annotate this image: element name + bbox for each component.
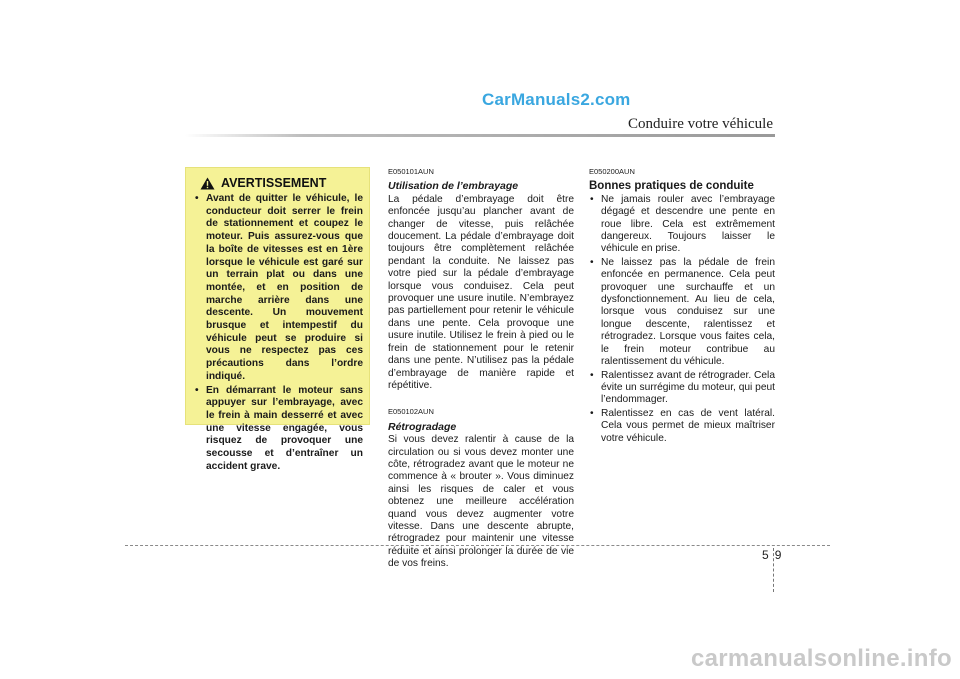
bullet: •	[590, 407, 594, 419]
section-code: E050200AUN	[589, 167, 635, 176]
warning-item-text: En démarrant le moteur sans appuyer sur l’embrayage, avec le frein à main desserré et avec une vitesse engagée, vous risquez de provoquer une secousse et d’entraîner un accident grave.	[206, 384, 363, 472]
page-number-separator	[773, 548, 774, 592]
list-item-text: Ne laissez pas la pédale de frein enfoncée en permanence. Cela peut provoquer une surchauffe et un dysfonctionnement. Au lieu de cela, lorsque vous conduisez sur une longue descente, ralentissez et rétrogradez. Lorsque vous faites cela, le frein moteur contribue au ralentissement du véhicule.	[601, 256, 775, 368]
warning-list	[192, 193, 363, 473]
warning-title: AVERTISSEMENT	[221, 176, 327, 190]
footer-watermark[interactable]: carmanualsonline.info	[690, 645, 952, 672]
bullet: •	[590, 256, 594, 268]
warning-triangle-icon	[200, 177, 215, 190]
list-item	[589, 408, 775, 445]
list-item-text: Ne jamais rouler avec l’embrayage dégagé et descendre une pente en roue libre. Cela est extrêmement dangereux. Toujours laisser le véhicule en prise.	[601, 193, 775, 255]
bullet: •	[195, 384, 199, 396]
bullet: •	[195, 193, 199, 204]
section-code: E050101AUN	[388, 167, 434, 176]
column-good-practices	[589, 166, 775, 446]
section-title: Conduire votre véhicule	[628, 116, 773, 132]
page-index: 9	[774, 548, 782, 562]
clutch-text: La pédale d’embrayage doit être enfoncée jusqu’au plancher avant de changer de vitesse, puis relâchée doucement. La pédale d’embrayage doit toujours être complètement relâchée pendant la conduite. Ne laissez pas votre pied sur la pédale d’embrayage lorsque vous conduisez. Cela peut provoquer une usure inutile. N’embrayez pas partiellement pour retenir le véhicule dans une pente. Cela provoque une usure inutile. Utilisez le frein à pied ou le frein de stationnement pour le retenir dans une pente. N’utilisez pas la pédale d’embrayage de manière rapide et répétitive.	[388, 193, 574, 391]
section-code: E050102AUN	[388, 407, 434, 417]
bullet: •	[590, 369, 594, 381]
warning-item	[192, 385, 363, 474]
warning-box	[185, 167, 370, 472]
downshift-text: Si vous devez ralentir à cause de la circulation ou si vous devez monter une côte, rétrogradez avant que le moteur ne commence à « brouter ». Vous diminuez ainsi les risques de caler et vous obtenez une meilleure accélération quand vous devez augmenter votre vitesse. Dans une descente abrupte, rétrogradez pour maintenir une vitesse réduite et ainsi prolonger la durée de vie de vos freins.	[388, 434, 574, 570]
header-watermark[interactable]: CarManuals2.com	[482, 90, 631, 109]
clutch-heading: Utilisation de l’embrayage	[388, 180, 519, 193]
list-item	[589, 257, 775, 369]
list-item-text: Ralentissez avant de rétrograder. Cela évite un surrégime du moteur, qui peut l’endommager.	[601, 369, 775, 406]
good-practices-heading: Bonnes pratiques de conduite	[589, 180, 754, 193]
list-item	[589, 194, 775, 256]
warning-item-text: Avant de quitter le véhicule, le conducteur doit serrer le frein de stationnement et coupez le moteur. Puis assurez-vous que la boîte de vitesses est en 1ère lorsque le véhicule est garé sur un terrain plat ou dans une montée, et en position de marche arrière dans une descente. Un mouvement brusque et intempestif du véhicule peut se produire si vous ne respectez pas ces précautions dans l’ordre indiqué.	[206, 193, 363, 382]
column-clutch	[388, 166, 574, 571]
chapter-number: 5	[762, 548, 769, 562]
footer-divider	[125, 545, 830, 546]
page-number	[762, 548, 781, 562]
good-practices-list	[589, 194, 775, 445]
list-item	[589, 370, 775, 407]
downshift-heading: Rétrogradage	[388, 420, 457, 433]
warning-heading	[192, 176, 363, 190]
bullet: •	[590, 193, 594, 205]
warning-item	[192, 193, 363, 384]
header-divider	[185, 134, 775, 137]
list-item-text: Ralentissez en cas de vent latéral. Cela vous permet de mieux maîtriser votre véhicule.	[601, 407, 775, 444]
